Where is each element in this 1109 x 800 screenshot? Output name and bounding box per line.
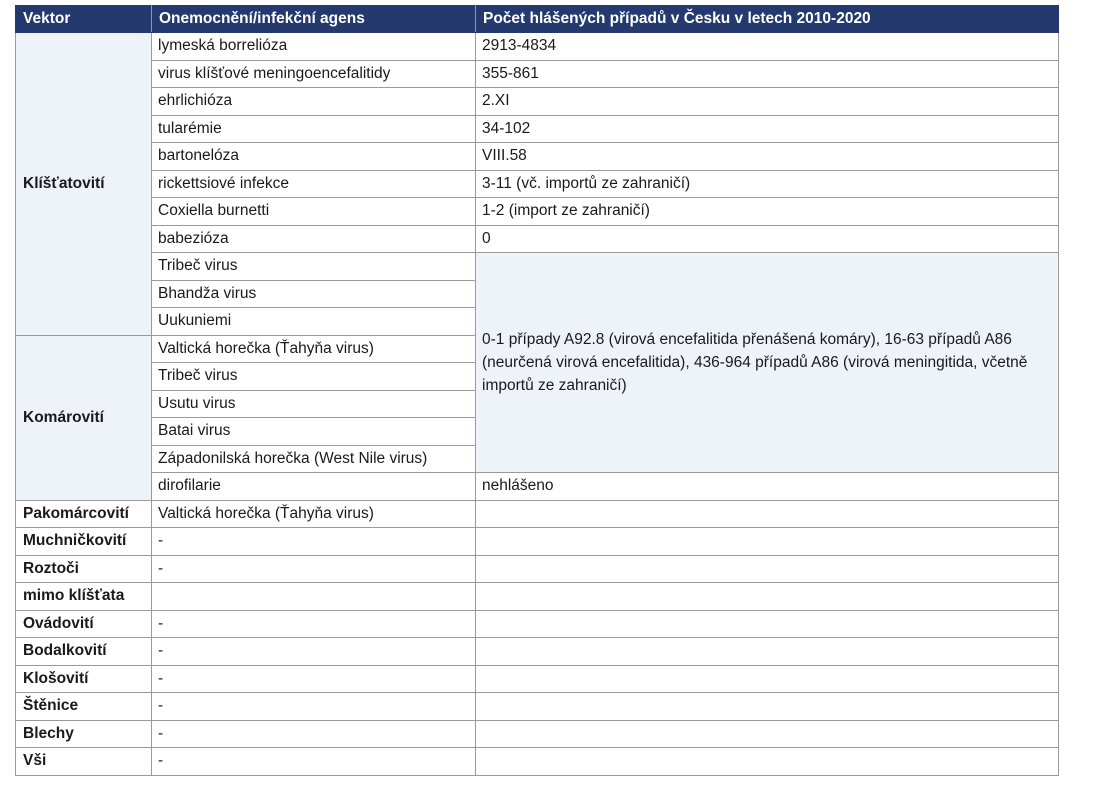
- table-row: [16, 33, 1059, 61]
- count-cell: 34-102: [476, 115, 1059, 143]
- vector-cell: Muchničkovití: [16, 528, 152, 556]
- table-row: [16, 198, 1059, 226]
- vector-cell: Štěnice: [16, 693, 152, 721]
- header-row: [16, 6, 1059, 33]
- count-cell: 355-861: [476, 60, 1059, 88]
- agent-cell: Uukuniemi: [152, 308, 476, 336]
- table-row: [16, 638, 1059, 666]
- agent-cell: Usutu virus: [152, 390, 476, 418]
- agent-cell: [152, 583, 476, 611]
- agent-cell: Západonilská horečka (West Nile virus): [152, 445, 476, 473]
- vector-cell: Pakomárcovití: [16, 500, 152, 528]
- count-cell: [476, 583, 1059, 611]
- agent-cell: rickettsiové infekce: [152, 170, 476, 198]
- vector-cell: Klošovití: [16, 665, 152, 693]
- table-row: [16, 693, 1059, 721]
- table-row: [16, 88, 1059, 116]
- agent-cell: dirofilarie: [152, 473, 476, 501]
- table-row: [16, 610, 1059, 638]
- table-row: [16, 60, 1059, 88]
- count-cell: [476, 693, 1059, 721]
- header-vector: Vektor: [16, 6, 152, 33]
- table-row: [16, 748, 1059, 776]
- merged-count-cell: 0-1 případy A92.8 (virová encefalitida přenášená komáry), 16-63 případů A86 (neurčená virová encefalitida), 436-964 případů A86 (virová meningitida, včetně importů ze zahraničí): [476, 253, 1059, 473]
- count-cell: [476, 610, 1059, 638]
- count-cell: 1-2 (import ze zahraničí): [476, 198, 1059, 226]
- agent-cell: lymeská borrelióza: [152, 33, 476, 61]
- agent-cell: ehrlichióza: [152, 88, 476, 116]
- count-cell: VIII.58: [476, 143, 1059, 171]
- agent-cell: -: [152, 693, 476, 721]
- agent-cell: Tribeč virus: [152, 253, 476, 281]
- table-row: [16, 720, 1059, 748]
- table-row: [16, 225, 1059, 253]
- count-cell: [476, 555, 1059, 583]
- count-cell: nehlášeno: [476, 473, 1059, 501]
- table-row: [16, 143, 1059, 171]
- count-cell: 2.XI: [476, 88, 1059, 116]
- table-row: [16, 473, 1059, 501]
- agent-cell: Valtická horečka (Ťahyňa virus): [152, 500, 476, 528]
- count-cell: [476, 500, 1059, 528]
- agent-cell: virus klíšťové meningoencefalitidy: [152, 60, 476, 88]
- table-row: [16, 555, 1059, 583]
- vector-cell: Roztoči: [16, 555, 152, 583]
- count-cell: [476, 665, 1059, 693]
- table-row: [16, 253, 1059, 281]
- count-cell: [476, 748, 1059, 776]
- vector-cell: mimo klíšťata: [16, 583, 152, 611]
- agent-cell: tularémie: [152, 115, 476, 143]
- agent-cell: Bhandža virus: [152, 280, 476, 308]
- agent-cell: Valtická horečka (Ťahyňa virus): [152, 335, 476, 363]
- vector-cell: Bodalkovití: [16, 638, 152, 666]
- vector-cell: Blechy: [16, 720, 152, 748]
- agent-cell: Tribeč virus: [152, 363, 476, 391]
- table-row: [16, 665, 1059, 693]
- count-cell: 3-11 (vč. importů ze zahraničí): [476, 170, 1059, 198]
- agent-cell: Batai virus: [152, 418, 476, 446]
- agent-cell: -: [152, 720, 476, 748]
- table-row: [16, 115, 1059, 143]
- agent-cell: -: [152, 638, 476, 666]
- header-count: Počet hlášených případů v Česku v letech 2010-2020: [476, 6, 1059, 33]
- count-cell: 0: [476, 225, 1059, 253]
- count-cell: [476, 638, 1059, 666]
- header-agent: Onemocnění/infekční agens: [152, 6, 476, 33]
- agent-cell: bartonelóza: [152, 143, 476, 171]
- table-row: [16, 583, 1059, 611]
- vector-disease-table: [15, 5, 1059, 776]
- vector-cell: Klíšťatovití: [16, 33, 152, 336]
- table-row: [16, 500, 1059, 528]
- agent-cell: -: [152, 528, 476, 556]
- count-cell: [476, 720, 1059, 748]
- vector-cell: Komárovití: [16, 335, 152, 500]
- agent-cell: -: [152, 610, 476, 638]
- agent-cell: -: [152, 748, 476, 776]
- vector-cell: Ovádovití: [16, 610, 152, 638]
- agent-cell: -: [152, 555, 476, 583]
- count-cell: 2913-4834: [476, 33, 1059, 61]
- vector-cell: Vši: [16, 748, 152, 776]
- agent-cell: babezióza: [152, 225, 476, 253]
- agent-cell: -: [152, 665, 476, 693]
- table-row: [16, 170, 1059, 198]
- table-row: [16, 528, 1059, 556]
- agent-cell: Coxiella burnetti: [152, 198, 476, 226]
- count-cell: [476, 528, 1059, 556]
